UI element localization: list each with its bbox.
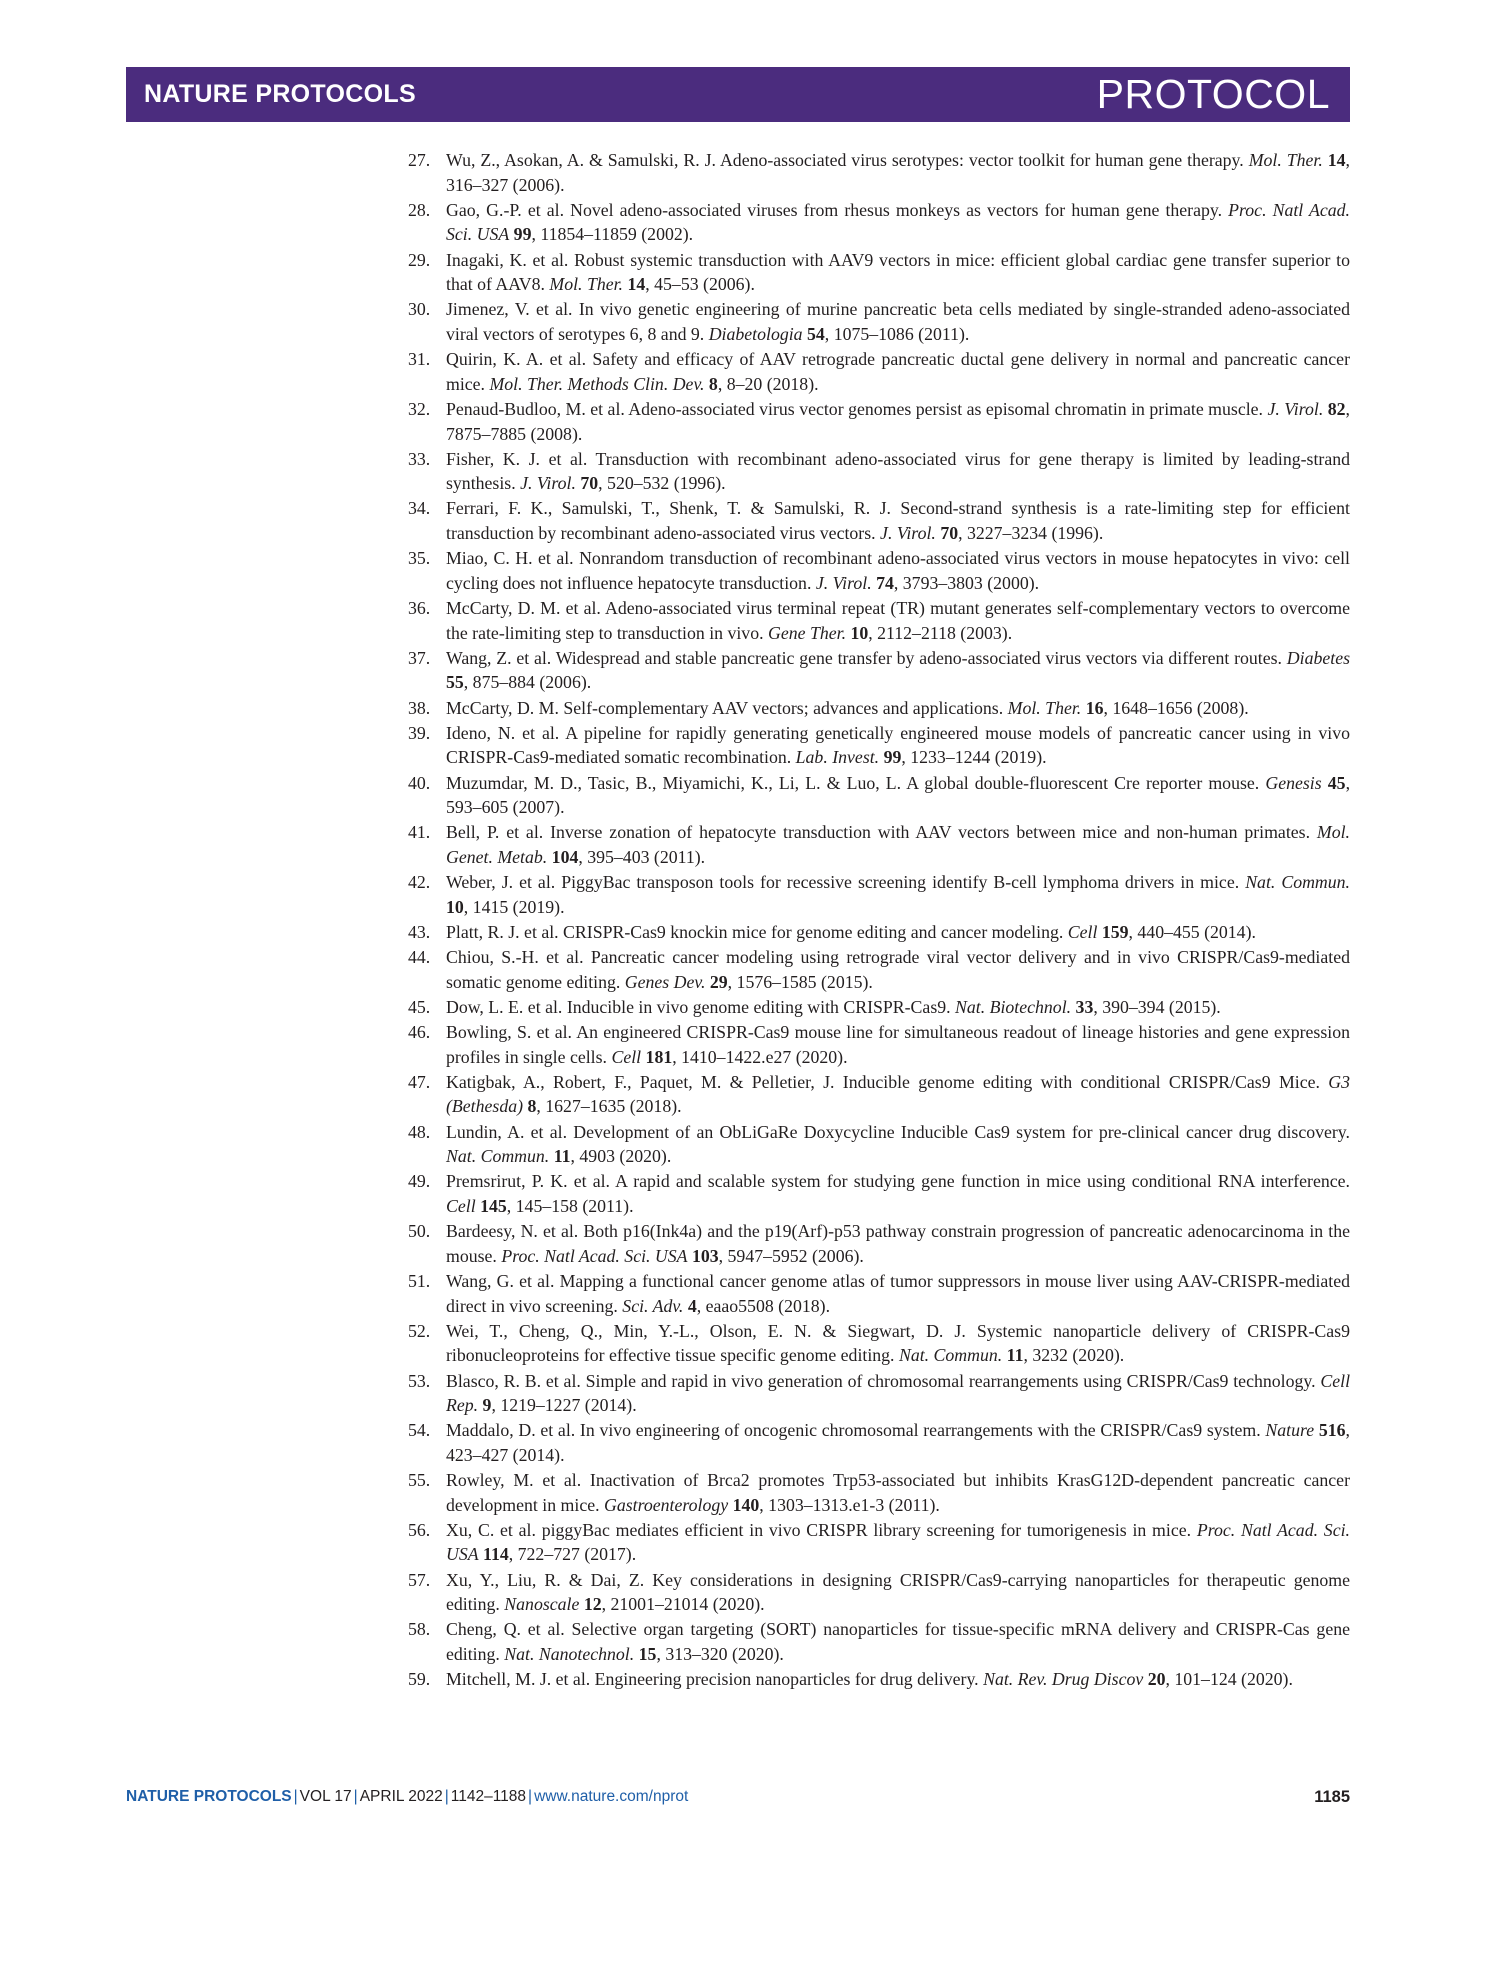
reference-item <box>408 447 1350 496</box>
reference-volume: 55 <box>446 672 464 693</box>
reference-number: 29. <box>408 249 431 270</box>
reference-item <box>408 646 1350 695</box>
reference-pages-year: , 21001–21014 (2020). <box>601 1594 765 1615</box>
reference-item <box>408 995 1350 1020</box>
page-footer <box>126 1788 1350 1812</box>
reference-item <box>408 820 1350 869</box>
reference-pages-year: , 3793–3803 (2000). <box>893 572 1040 593</box>
reference-text: Wang, G. et al. Mapping a functional cancer genome atlas of tumor suppressors in mouse liver using AAV-CRISPR-mediated direct in vivo screening. <box>446 1270 1350 1316</box>
reference-pages-year: , 1303–1313.e1-3 (2011). <box>759 1494 940 1515</box>
reference-text: Inagaki, K. et al. Robust systemic transduction with AAV9 vectors in mice: efficient global cardiac gene transfer superior to that of AAV8. <box>446 249 1350 295</box>
reference-pages-year: , 101–124 (2020). <box>1165 1669 1293 1690</box>
reference-item <box>408 870 1350 919</box>
reference-text: Muzumdar, M. D., Tasic, B., Miyamichi, K., Li, L. & Luo, L. A global double-fluorescent Cre reporter mouse. <box>446 772 1260 793</box>
reference-journal: Proc. Natl Acad. Sci. USA <box>446 199 1350 245</box>
reference-volume: 16 <box>1085 697 1104 718</box>
reference-journal: Proc. Natl Acad. Sci. USA <box>501 1245 688 1266</box>
reference-pages-year: , 875–884 (2006). <box>463 672 592 693</box>
reference-number: 28. <box>408 199 431 220</box>
reference-item <box>408 546 1350 595</box>
reference-text: Bowling, S. et al. An engineered CRISPR-Cas9 mouse line for simultaneous readout of lineage histories and gene expression profiles in single cells. <box>446 1022 1350 1067</box>
reference-item <box>408 297 1350 346</box>
reference-text: Fisher, K. J. et al. Transduction with recombinant adeno-associated virus for gene therapy is limited by leading-strand synthesis. <box>446 448 1350 494</box>
reference-journal: Gastroenterology <box>604 1494 729 1515</box>
reference-journal: Diabetologia <box>708 323 803 344</box>
reference-volume: 181 <box>645 1046 673 1067</box>
reference-journal: Genes Dev. <box>624 971 706 992</box>
reference-item <box>408 496 1350 545</box>
reference-volume: 54 <box>807 323 825 344</box>
reference-text: Blasco, R. B. et al. Simple and rapid in vivo generation of chromosomal rearrangements using CRISPR/Cas9 technology. <box>446 1370 1316 1391</box>
reference-journal: J. Virol. <box>815 572 872 593</box>
reference-number: 46. <box>408 1022 431 1043</box>
reference-journal: Mol. Ther. <box>549 274 624 295</box>
footer-url-link[interactable]: www.nature.com/nprot <box>534 1788 689 1805</box>
reference-journal: Nanoscale <box>504 1594 580 1615</box>
reference-volume: 33 <box>1075 996 1094 1017</box>
reference-pages-year: , 1648–1656 (2008). <box>1103 697 1249 718</box>
reference-number: 41. <box>408 822 431 843</box>
reference-journal: G3 (Bethesda) <box>446 1071 1350 1117</box>
reference-number: 53. <box>408 1370 431 1391</box>
reference-item <box>408 596 1350 645</box>
reference-number: 33. <box>408 448 431 469</box>
reference-text: Bell, P. et al. Inverse zonation of hepatocyte transduction with AAV vectors between mice and non-human primates. <box>446 822 1311 843</box>
reference-text: Premsrirut, P. K. et al. A rapid and scalable system for studying gene function in mice using conditional RNA interference. <box>446 1171 1350 1192</box>
reference-number: 45. <box>408 996 431 1017</box>
reference-item <box>408 248 1350 297</box>
reference-text: Chiou, S.-H. et al. Pancreatic cancer modeling using retrograde viral vector delivery and in vivo CRISPR/Cas9-mediated somatic genome editing. <box>446 947 1350 992</box>
reference-text: Wang, Z. et al. Widespread and stable pancreatic gene transfer by adeno-associated virus vectors via different routes. <box>446 647 1282 668</box>
reference-journal: Genesis <box>1265 772 1322 793</box>
reference-journal: Cell <box>611 1046 642 1067</box>
reference-pages-year: , 11854–11859 (2002). <box>531 224 694 245</box>
reference-volume: 99 <box>513 224 532 245</box>
reference-number: 56. <box>408 1519 431 1540</box>
reference-pages-year: , 8–20 (2018). <box>717 373 819 394</box>
footer-separator: | <box>528 1788 533 1805</box>
reference-pages-year: , 2112–2118 (2003). <box>868 622 1013 643</box>
reference-pages-year: , 1627–1635 (2018). <box>536 1096 682 1117</box>
reference-text: Ideno, N. et al. A pipeline for rapidly generating genetically engineered mouse models of pancreatic cancer using in vivo CRISPR-Cas9-mediated somatic recombination. <box>446 722 1350 768</box>
reference-pages-year: , 3232 (2020). <box>1023 1345 1125 1366</box>
footer-journal-name: NATURE PROTOCOLS <box>126 1788 292 1805</box>
reference-text: Penaud-Budloo, M. et al. Adeno-associated virus vector genomes persist as episomal chromatin in primate muscle. <box>446 398 1263 419</box>
reference-number: 43. <box>408 921 431 942</box>
reference-volume: 4 <box>687 1295 697 1316</box>
reference-text: Cheng, Q. et al. Selective organ targeting (SORT) nanoparticles for tissue-specific mRNA delivery and CRISPR-Cas gene editing. <box>446 1619 1350 1665</box>
header-bar <box>126 67 1350 122</box>
reference-item <box>408 1269 1350 1318</box>
reference-text: Bardeesy, N. et al. Both p16(Ink4a) and the p19(Arf)-p53 pathway constrain progression of pancreatic adenocarcinoma in the mouse. <box>446 1221 1350 1266</box>
reference-number: 30. <box>408 299 431 320</box>
reference-item <box>408 1120 1350 1169</box>
reference-text: Mitchell, M. J. et al. Engineering precision nanoparticles for drug delivery. <box>446 1669 979 1690</box>
reference-volume: 104 <box>551 846 579 867</box>
reference-item <box>408 1667 1350 1692</box>
reference-pages-year: , 1233–1244 (2019). <box>901 747 1047 768</box>
footer-pages: 1142–1188 <box>450 1788 527 1805</box>
reference-item <box>408 1418 1350 1467</box>
reference-volume: 10 <box>446 896 464 917</box>
reference-item <box>408 1617 1350 1666</box>
reference-item <box>408 1518 1350 1567</box>
reference-number: 54. <box>408 1420 431 1441</box>
reference-text: Katigbak, A., Robert, F., Paquet, M. & Pelletier, J. Inducible genome editing with conditional CRISPR/Cas9 Mice. <box>446 1071 1320 1092</box>
reference-pages-year: , 395–403 (2011). <box>578 846 706 867</box>
reference-volume: 45 <box>1327 772 1346 793</box>
reference-volume: 70 <box>580 473 599 494</box>
reference-pages-year: , 313–320 (2020). <box>656 1644 784 1665</box>
reference-pages-year: , 7875–7885 (2008). <box>446 398 1350 444</box>
reference-text: Weber, J. et al. PiggyBac transposon tools for recessive screening identify B-cell lymphoma drivers in mice. <box>446 872 1240 893</box>
reference-journal: Nat. Commun. <box>1245 872 1350 893</box>
reference-volume: 70 <box>940 523 959 544</box>
reference-item <box>408 945 1350 994</box>
reference-journal: Lab. Invest. <box>795 747 880 768</box>
reference-item <box>408 771 1350 820</box>
reference-number: 34. <box>408 498 431 519</box>
reference-number: 42. <box>408 872 431 893</box>
reference-text: Gao, G.-P. et al. Novel adeno-associated viruses from rhesus monkeys as vectors for human gene therapy. <box>446 199 1223 220</box>
reference-text: Maddalo, D. et al. In vivo engineering of oncogenic chromosomal rearrangements with the CRISPR/Cas9 system. <box>446 1420 1261 1441</box>
reference-text: Dow, L. E. et al. Inducible in vivo genome editing with CRISPR-Cas9. <box>446 996 951 1017</box>
reference-journal: Gene Ther. <box>768 622 847 643</box>
reference-number: 35. <box>408 548 431 569</box>
footer-separator: | <box>353 1788 358 1805</box>
reference-journal: Nature <box>1265 1420 1315 1441</box>
reference-number: 44. <box>408 947 431 968</box>
reference-list <box>408 148 1350 1692</box>
reference-item <box>408 1468 1350 1517</box>
reference-pages-year: , 3227–3234 (1996). <box>958 523 1104 544</box>
reference-item <box>408 1568 1350 1617</box>
reference-number: 47. <box>408 1071 431 1092</box>
reference-volume: 11 <box>1006 1345 1024 1366</box>
reference-number: 31. <box>408 349 431 370</box>
reference-item <box>408 1169 1350 1218</box>
footer-separator: | <box>444 1788 449 1805</box>
reference-pages-year: , 423–427 (2014). <box>446 1420 1350 1465</box>
reference-pages-year: , 1576–1585 (2015). <box>727 971 873 992</box>
reference-number: 48. <box>408 1121 431 1142</box>
reference-number: 32. <box>408 398 431 419</box>
footer-separator: | <box>293 1788 298 1805</box>
reference-number: 59. <box>408 1669 431 1690</box>
journal-name: NATURE PROTOCOLS <box>144 80 416 108</box>
reference-pages-year: , 316–327 (2006). <box>446 150 1350 195</box>
page-number: 1185 <box>1314 1788 1350 1806</box>
reference-pages-year: , 5947–5952 (2006). <box>718 1245 864 1266</box>
reference-journal: Nat. Nanotechnol. <box>504 1644 635 1665</box>
reference-volume: 8 <box>708 373 718 394</box>
reference-number: 55. <box>408 1470 431 1491</box>
reference-pages-year: , 45–53 (2006). <box>645 274 755 295</box>
reference-pages-year: , 390–394 (2015). <box>1093 996 1221 1017</box>
reference-text: Xu, C. et al. piggyBac mediates efficient in vivo CRISPR library screening for tumorigenesis in mice. <box>446 1519 1192 1540</box>
reference-journal: Mol. Genet. Metab. <box>446 822 1350 867</box>
reference-text: Jimenez, V. et al. In vivo genetic engineering of murine pancreatic beta cells mediated by single-stranded adeno-associated viral vectors of serotypes 6, 8 and 9. <box>446 299 1350 344</box>
reference-journal: Cell Rep. <box>446 1370 1351 1416</box>
reference-number: 36. <box>408 598 431 619</box>
reference-pages-year: , 722–727 (2017). <box>508 1544 637 1565</box>
reference-item <box>408 198 1350 247</box>
reference-pages-year: , 520–532 (1996). <box>598 473 726 494</box>
reference-volume: 15 <box>638 1644 657 1665</box>
reference-volume: 12 <box>583 1594 602 1615</box>
reference-volume: 516 <box>1318 1420 1346 1441</box>
reference-pages-year: , eaao5508 (2018). <box>696 1295 831 1316</box>
reference-text: Quirin, K. A. et al. Safety and efficacy of AAV retrograde pancreatic ductal gene delivery in normal and pancreatic cancer mice. <box>446 349 1350 394</box>
reference-number: 58. <box>408 1619 431 1640</box>
reference-journal: J. Virol. <box>520 473 576 494</box>
reference-volume: 29 <box>709 971 728 992</box>
reference-number: 37. <box>408 647 431 668</box>
reference-volume: 10 <box>850 622 869 643</box>
reference-volume: 74 <box>876 572 894 593</box>
reference-pages-year: , 4903 (2020). <box>570 1146 672 1167</box>
reference-journal: J. Virol. <box>1267 398 1324 419</box>
reference-number: 38. <box>408 697 431 718</box>
reference-volume: 9 <box>482 1395 492 1416</box>
reference-journal: Nat. Rev. Drug Discov <box>983 1669 1144 1690</box>
reference-text: Platt, R. J. et al. CRISPR-Cas9 knockin mice for genome editing and cancer modeling. <box>446 921 1064 942</box>
reference-journal: Nat. Biotechnol. <box>955 996 1072 1017</box>
reference-volume: 14 <box>1327 150 1346 170</box>
reference-journal: Diabetes <box>1286 647 1351 668</box>
reference-journal: Sci. Adv. <box>622 1295 684 1316</box>
reference-journal: Nat. Commun. <box>446 1146 550 1167</box>
reference-item <box>408 1319 1350 1368</box>
reference-text: Xu, Y., Liu, R. & Dai, Z. Key considerations in designing CRISPR/Cas9-carrying nanoparticles for therapeutic genome editing. <box>446 1569 1350 1615</box>
reference-number: 49. <box>408 1171 431 1192</box>
reference-volume: 20 <box>1147 1669 1166 1690</box>
article-type-label: PROTOCOL <box>1096 71 1330 117</box>
reference-item <box>408 721 1350 770</box>
reference-volume: 8 <box>527 1096 537 1117</box>
reference-number: 52. <box>408 1320 431 1341</box>
reference-pages-year: , 1075–1086 (2011). <box>824 323 970 344</box>
reference-text: McCarty, D. M. Self-complementary AAV vectors; advances and applications. <box>446 697 1004 718</box>
reference-item <box>408 347 1350 396</box>
reference-pages-year: , 593–605 (2007). <box>446 772 1351 818</box>
reference-volume: 140 <box>732 1494 760 1515</box>
reference-volume: 99 <box>883 747 902 768</box>
reference-number: 27. <box>408 150 431 170</box>
reference-item <box>408 696 1350 721</box>
reference-volume: 145 <box>480 1196 507 1216</box>
reference-text: Rowley, M. et al. Inactivation of Brca2 promotes Trp53-associated but inhibits KrasG12D-dependent pancreatic cancer development in mice. <box>446 1470 1350 1515</box>
reference-pages-year: , 145–158 (2011). <box>506 1196 634 1216</box>
reference-journal: Cell <box>446 1196 476 1216</box>
reference-item <box>408 1369 1350 1418</box>
reference-journal: Mol. Ther. Methods Clin. Dev. <box>489 373 705 394</box>
reference-text: Ferrari, F. K., Samulski, T., Shenk, T. & Samulski, R. J. Second-strand synthesis is a rate-limiting step for efficient transduction by recombinant adeno-associated virus vectors. <box>446 498 1350 544</box>
reference-journal: Mol. Ther. <box>1007 697 1082 718</box>
reference-journal: Nat. Commun. <box>898 1345 1003 1366</box>
reference-text: Wu, Z., Asokan, A. & Samulski, R. J. Adeno-associated virus serotypes: vector toolkit for human gene therapy. <box>446 150 1244 170</box>
reference-item <box>408 1219 1350 1268</box>
reference-volume: 114 <box>483 1544 509 1565</box>
reference-pages-year: , 1219–1227 (2014). <box>491 1395 637 1416</box>
reference-number: 51. <box>408 1270 431 1291</box>
reference-item <box>408 148 1350 197</box>
reference-number: 57. <box>408 1569 431 1590</box>
reference-item <box>408 920 1350 945</box>
reference-pages-year: , 1415 (2019). <box>463 896 565 917</box>
footer-volume: VOL 17 <box>299 1788 352 1805</box>
reference-number: 40. <box>408 772 431 793</box>
reference-item <box>408 1070 1350 1119</box>
reference-number: 50. <box>408 1221 431 1242</box>
reference-volume: 159 <box>1101 921 1129 942</box>
reference-text: Lundin, A. et al. Development of an ObLiGaRe Doxycycline Inducible Cas9 system for pre-clinical cancer drug discovery. <box>446 1121 1350 1142</box>
reference-volume: 11 <box>553 1146 571 1167</box>
reference-journal: J. Virol. <box>880 523 936 544</box>
footer-date: APRIL 2022 <box>359 1788 443 1805</box>
reference-text: Miao, C. H. et al. Nonrandom transduction of recombinant adeno-associated virus vectors in mouse hepatocytes in vivo: cell cycling does not influence hepatocyte transduction. <box>446 548 1350 593</box>
reference-volume: 14 <box>627 274 646 295</box>
reference-pages-year: , 440–455 (2014). <box>1128 921 1256 942</box>
reference-volume: 103 <box>691 1245 719 1266</box>
reference-text: Wei, T., Cheng, Q., Min, Y.-L., Olson, E. N. & Siegwart, D. J. Systemic nanoparticle delivery of CRISPR-Cas9 ribonucleoproteins for effective tissue specific genome editing. <box>446 1320 1350 1366</box>
reference-journal: Mol. Ther. <box>1248 150 1323 170</box>
reference-item <box>408 397 1350 446</box>
reference-number: 39. <box>408 722 431 743</box>
reference-item <box>408 1020 1350 1069</box>
reference-journal: Cell <box>1067 921 1098 942</box>
reference-volume: 82 <box>1327 398 1346 419</box>
reference-text: McCarty, D. M. et al. Adeno-associated virus terminal repeat (TR) mutant generates self-complementary vectors to overcome the rate-limiting step to transduction in vivo. <box>446 598 1350 643</box>
reference-pages-year: , 1410–1422.e27 (2020). <box>672 1046 848 1067</box>
reference-journal: Proc. Natl Acad. Sci. USA <box>446 1519 1350 1565</box>
